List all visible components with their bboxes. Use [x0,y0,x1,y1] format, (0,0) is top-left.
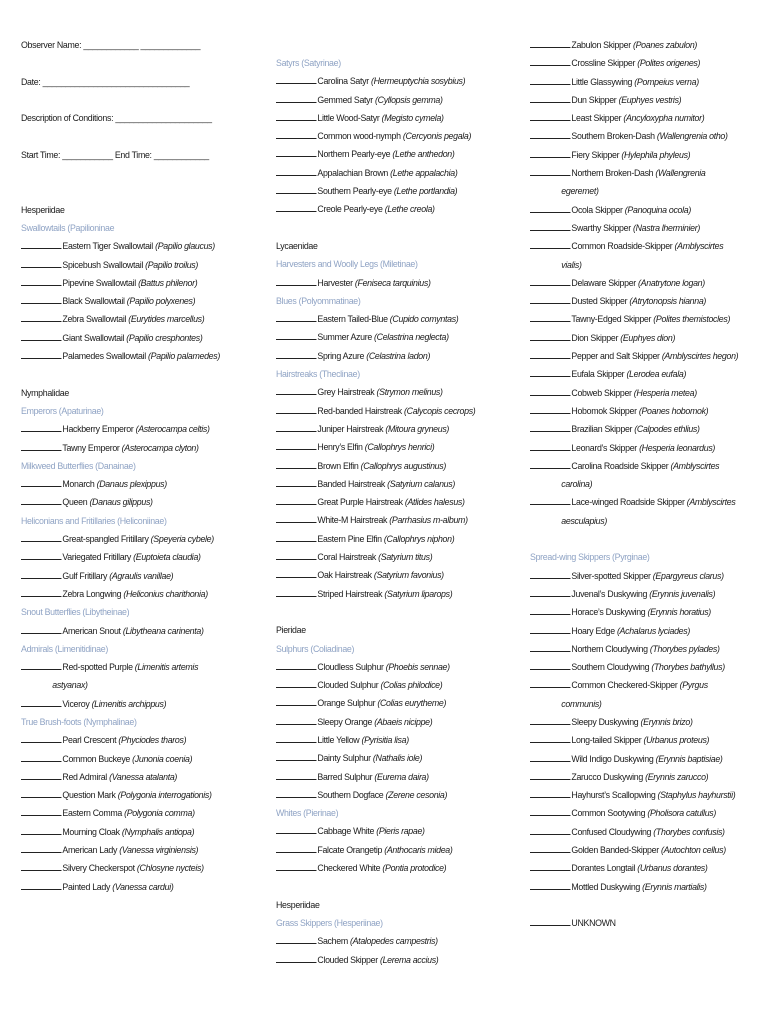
tally-blank[interactable] [21,258,61,268]
tally-blank[interactable] [530,605,570,615]
species-row: Dainty Sulphur (Nathalis iole) [276,750,501,768]
tally-blank[interactable] [21,331,61,341]
species-row: Pepper and Salt Skipper (Amblyscirtes hegon) [530,348,746,366]
tally-blank[interactable] [21,441,61,451]
species-row: Least Skipper (Ancyloxypha numitor) [530,110,746,128]
species-row: Carolina Satyr (Hermeuptychia sosybius) [276,73,501,91]
tally-blank[interactable] [276,404,316,414]
tally-blank[interactable] [276,843,316,853]
species-row: Southern Cloudywing (Thorybes bathyllus) [530,659,746,677]
subfamily-heading: Sulphurs (Coliadinae) [276,643,355,655]
tally-blank[interactable] [530,752,570,762]
tally-blank[interactable] [276,422,316,432]
species-row: Little Glassywing (Pompeius verna) [530,74,746,92]
tally-blank[interactable] [530,93,570,103]
species-row: Oak Hairstreak (Satyrium favonius) [276,567,501,585]
tally-blank[interactable] [21,312,61,322]
species-row: Question Mark (Polygonia interrogationis) [21,787,246,805]
tally-blank[interactable] [530,422,570,432]
species-row: Henry’s Elfin (Callophrys henrici) [276,439,501,457]
tally-blank[interactable] [276,166,316,176]
subfamily-heading: Whites (Pierinae) [276,808,339,820]
tally-blank[interactable] [276,93,316,103]
tally-blank[interactable] [530,129,570,139]
tally-blank[interactable] [530,495,570,505]
species-row: Queen (Danaus gilippus) [21,494,246,512]
species-row: Little Wood-Satyr (Megisto cymela) [276,110,501,128]
species-row: Ocola Skipper (Panoquina ocola) [530,202,746,220]
species-row: Leonard’s Skipper (Hesperia leonardus) [530,440,746,458]
species-row: Common Buckeye (Junonia coenia) [21,751,246,769]
tally-blank[interactable] [276,861,316,871]
tally-blank[interactable] [530,806,570,816]
species-row: Black Swallowtail (Papilio polyxenes) [21,293,246,311]
species-row: Little Yellow (Pyrisitia lisa) [276,732,501,750]
tally-blank[interactable] [530,441,570,451]
species-row: Northern Cloudywing (Thorybes pylades) [530,641,746,659]
species-row: Hackberry Emperor (Asterocampa celtis) [21,421,246,439]
tally-blank[interactable] [276,715,316,725]
tally-blank[interactable] [276,330,316,340]
species-row: Southern Broken-Dash (Wallengrenia otho) [530,128,746,146]
species-row: Red Admiral (Vanessa atalanta) [21,769,246,787]
date-field[interactable]: Date: ________________________________ [21,76,190,88]
tally-blank[interactable] [530,294,570,304]
species-row: Wild Indigo Duskywing (Erynnis baptisiae) [530,751,746,769]
tally-blank[interactable] [276,953,316,963]
start-time-field[interactable]: Start Time: ___________ [21,149,113,161]
species-row: Cobweb Skipper (Hesperia metea) [530,385,746,403]
species-row: Hobomok Skipper (Poanes hobomok) [530,403,746,421]
subfamily-heading: Grass Skippers (Hesperiinae) [276,917,383,929]
species-row: Tawny-Edged Skipper (Polites themistocles) [530,311,746,329]
tally-blank[interactable] [530,642,570,652]
tally-blank[interactable] [21,569,61,579]
subfamily-heading: Blues (Polyommatinae) [276,295,361,307]
tally-blank[interactable] [530,239,570,249]
species-row-continuation: aesculapius) [561,515,607,527]
species-row: Sachem (Atalopedes campestris) [276,933,501,951]
species-row: Confused Cloudywing (Thorybes confusis) [530,824,746,842]
species-row: Brazilian Skipper (Calpodes ethlius) [530,421,746,439]
column-left [21,37,266,897]
end-time-field[interactable]: End Time: ____________ [114,149,209,161]
species-row: American Lady (Vanessa virginiensis) [21,842,246,860]
tally-blank[interactable] [276,74,316,84]
tally-blank[interactable] [276,587,316,597]
tally-blank[interactable] [530,56,570,66]
species-row: Pearl Crescent (Phyciodes tharos) [21,732,246,750]
species-row: Swarthy Skipper (Nastra lherminier) [530,220,746,238]
tally-blank[interactable] [530,624,570,634]
species-row: Dion Skipper (Euphyes dion) [530,330,746,348]
species-row: Eastern Comma (Polygonia comma) [21,805,246,823]
species-row: Delaware Skipper (Anatrytone logan) [530,275,746,293]
tally-blank[interactable] [530,404,570,414]
tally-blank[interactable] [530,660,570,670]
family-heading: Pieridae [276,625,306,637]
species-row: Painted Lady (Vanessa cardui) [21,879,246,897]
species-row: Grey Hairstreak (Strymon melinus) [276,384,501,402]
tally-blank[interactable] [276,532,316,542]
species-row: Common Roadside-Skipper (Amblyscirtes [530,238,746,256]
species-row: Cabbage White (Pieris rapae) [276,823,501,841]
species-row: Dorantes Longtail (Urbanus dorantes) [530,860,746,878]
species-row: Zabulon Skipper (Poanes zabulon) [530,37,746,55]
species-row: Coral Hairstreak (Satyrium titus) [276,549,501,567]
species-row: Eastern Pine Elfin (Callophrys niphon) [276,531,501,549]
tally-blank[interactable] [21,349,61,359]
species-row: Fiery Skipper (Hylephila phyleus) [530,147,746,165]
species-row: White-M Hairstreak (Parrhasius m-album) [276,512,501,530]
tally-blank[interactable] [276,660,316,670]
tally-blank[interactable] [530,788,570,798]
species-row: Tawny Emperor (Asterocampa clyton) [21,440,246,458]
tally-blank[interactable] [530,148,570,158]
species-row: Crossline Skipper (Polites origenes) [530,55,746,73]
tally-blank[interactable] [530,569,570,579]
tally-blank[interactable] [21,788,61,798]
tally-blank[interactable] [276,349,316,359]
species-row: Juvenal’s Duskywing (Erynnis juvenalis) [530,586,746,604]
species-row: Dun Skipper (Euphyes vestris) [530,92,746,110]
species-row: Red-spotted Purple (Limenitis artemis [21,659,246,677]
species-row: Hoary Edge (Achalarus lyciades) [530,623,746,641]
conditions-field[interactable]: Description of Conditions: _____________________ [21,113,212,125]
tally-blank[interactable] [21,495,61,505]
species-row: Eufala Skipper (Lerodea eufala) [530,366,746,384]
tally-blank[interactable] [530,770,570,780]
species-row: Appalachian Brown (Lethe appalachia) [276,165,501,183]
species-row: Monarch (Danaus plexippus) [21,476,246,494]
species-row: Giant Swallowtail (Papilio cresphontes) [21,330,246,348]
tally-blank[interactable] [530,38,570,48]
subfamily-heading: Emperors (Apaturinae) [21,405,104,417]
tally-blank[interactable] [276,202,316,212]
species-row: Great-spangled Fritillary (Speyeria cybele) [21,531,246,549]
tally-blank[interactable] [530,75,570,85]
species-row: Zebra Longwing (Heliconius charithonia) [21,586,246,604]
species-row: Cloudless Sulphur (Phoebis sennae) [276,659,501,677]
tally-blank[interactable] [21,294,61,304]
subfamily-heading: Heliconians and Fritillaries (Heliconiinae) [21,515,167,527]
species-row: Eastern Tailed-Blue (Cupido comyntas) [276,311,501,329]
species-row-continuation: communis) [561,698,602,710]
species-row: Striped Hairstreak (Satyrium liparops) [276,586,501,604]
tally-blank[interactable] [21,733,61,743]
tally-blank[interactable] [21,587,61,597]
tally-blank[interactable] [21,660,61,670]
species-row: Zebra Swallowtail (Eurytides marcellus) [21,311,246,329]
tally-blank[interactable] [276,824,316,834]
tally-blank[interactable] [21,880,61,890]
species-row: Spring Azure (Celastrina ladon) [276,348,501,366]
tally-blank[interactable] [276,934,316,944]
species-row: Silver-spotted Skipper (Epargyreus clarus) [530,568,746,586]
tally-blank[interactable] [530,459,570,469]
species-row: Gulf Fritillary (Agraulis vanillae) [21,568,246,586]
family-heading: Lycaenidae [276,240,318,252]
tally-blank[interactable] [530,166,570,176]
species-row: Clouded Sulphur (Colias philodice) [276,677,501,695]
species-row: Clouded Skipper (Lerema accius) [276,952,501,970]
species-row: Common Sootywing (Pholisora catullus) [530,805,746,823]
species-row: Hayhurst’s Scallopwing (Staphylus hayhurstii) [530,787,746,805]
subfamily-heading: Harvesters and Woolly Legs (Miletinae) [276,259,418,271]
species-row: Eastern Tiger Swallowtail (Papilio glaucus) [21,238,246,256]
species-row: Summer Azure (Celastrina neglecta) [276,329,501,347]
time-fields [21,147,246,165]
tally-blank[interactable] [530,715,570,725]
tally-blank[interactable] [21,624,61,634]
family-heading: Hesperiidae [21,204,65,216]
tally-blank[interactable] [530,386,570,396]
tally-blank[interactable] [21,825,61,835]
species-row: Creole Pearly-eye (Lethe creola) [276,201,501,219]
species-row: Sleepy Duskywing (Erynnis brizo) [530,714,746,732]
tally-blank[interactable] [530,880,570,890]
tally-blank[interactable] [276,678,316,688]
subfamily-heading: Hairstreaks (Theclinae) [276,369,360,381]
family-heading: Nymphalidae [21,387,69,399]
tally-blank[interactable] [21,697,61,707]
subfamily-heading: Snout Butterflies (Libytheinae) [21,607,130,619]
species-row: Horace’s Duskywing (Erynnis horatius) [530,604,746,622]
species-row: Spicebush Swallowtail (Papilio troilus) [21,257,246,275]
family-heading: Hesperiidae [276,899,320,911]
species-row: Mourning Cloak (Nymphalis antiopa) [21,824,246,842]
subfamily-heading: Swallowtails (Papilioninae [21,222,115,234]
tally-blank[interactable] [21,806,61,816]
tally-blank[interactable] [530,203,570,213]
species-row: Common wood-nymph (Cercyonis pegala) [276,128,501,146]
species-row: Southern Dogface (Zerene cesonia) [276,787,501,805]
subfamily-heading: Spread-wing Skippers (Pyrginae) [530,552,650,564]
tally-blank[interactable] [530,916,570,926]
tally-blank[interactable] [530,825,570,835]
subfamily-heading: Satyrs (Satyrinae) [276,58,341,69]
tally-blank[interactable] [276,312,316,322]
subfamily-heading: Admirals (Limenitidinae) [21,643,108,655]
species-row: Common Checkered-Skipper (Pyrgus [530,677,746,695]
tally-blank[interactable] [530,367,570,377]
tally-blank[interactable] [21,861,61,871]
observer-name-field[interactable]: Observer Name: ____________ _____________ [21,40,201,51]
species-row: Northern Broken-Dash (Wallengrenia [530,165,746,183]
tally-blank[interactable] [530,221,570,231]
species-row: Zarucco Duskywing (Erynnis zarucco) [530,769,746,787]
tally-blank[interactable] [276,751,316,761]
species-row: American Snout (Libytheana carinenta) [21,623,246,641]
tally-blank[interactable] [276,696,316,706]
species-row: Great Purple Hairstreak (Atlides halesus) [276,494,501,512]
species-row: Brown Elfin (Callophrys augustinus) [276,458,501,476]
species-row: Orange Sulphur (Colias eurytheme) [276,695,501,713]
species-row: Gemmed Satyr (Cyllopsis gemma) [276,92,501,110]
tally-blank[interactable] [21,276,61,286]
tally-blank[interactable] [276,733,316,743]
species-row: Viceroy (Limenitis archippus) [21,696,246,714]
tally-blank[interactable] [530,111,570,121]
tally-blank[interactable] [276,477,316,487]
species-row-continuation: astyanax) [52,680,88,692]
tally-blank[interactable] [530,349,570,359]
species-row-continuation: vialis) [561,259,582,271]
tally-blank[interactable] [530,843,570,853]
species-row: Silvery Checkerspot (Chlosyne nycteis) [21,860,246,878]
species-row: Carolina Roadside Skipper (Amblyscirtes [530,458,746,476]
tally-blank[interactable] [21,843,61,853]
species-row: Golden Banded-Skipper (Autochton cellus) [530,842,746,860]
species-row: Pipevine Swallowtail (Battus philenor) [21,275,246,293]
species-row: Falcate Orangetip (Anthocaris midea) [276,842,501,860]
tally-blank[interactable] [530,312,570,322]
species-row: Lace-winged Roadside Skipper (Amblyscirtes [530,494,746,512]
species-row: Banded Hairstreak (Satyrium calanus) [276,476,501,494]
species-row: Red-banded Hairstreak (Calycopis cecrops) [276,403,501,421]
tally-blank[interactable] [21,770,61,780]
tally-blank[interactable] [21,422,61,432]
species-row-continuation: egeremet) [561,186,599,198]
tally-blank[interactable] [276,184,316,194]
tally-blank[interactable] [21,477,61,487]
tally-blank[interactable] [530,678,570,688]
species-row: Barred Sulphur (Eurema daira) [276,769,501,787]
species-row: Palamedes Swallowtail (Papilio palamedes) [21,348,246,366]
tally-blank[interactable] [530,733,570,743]
tally-blank[interactable] [530,587,570,597]
species-row: Long-tailed Skipper (Urbanus proteus) [530,732,746,750]
tally-blank[interactable] [276,385,316,395]
tally-blank[interactable] [276,459,316,469]
column-right [530,37,765,934]
tally-blank[interactable] [276,129,316,139]
tally-blank[interactable] [276,495,316,505]
species-row-continuation: carolina) [561,479,593,491]
tally-blank[interactable] [276,147,316,157]
species-row: Northern Pearly-eye (Lethe anthedon) [276,146,501,164]
species-row: Sleepy Orange (Abaeis nicippe) [276,714,501,732]
species-row: Harvester (Feniseca tarquinius) [276,275,501,293]
tally-blank[interactable] [276,276,316,286]
tally-blank[interactable] [276,513,316,523]
tally-blank[interactable] [276,550,316,560]
species-row: Juniper Hairstreak (Mitoura gryneus) [276,421,501,439]
tally-blank[interactable] [276,111,316,121]
species-row: Mottled Duskywing (Erynnis martialis) [530,879,746,897]
subfamily-heading: Milkweed Butterflies (Danainae) [21,460,136,472]
species-row: Dusted Skipper (Atrytonopsis hianna) [530,293,746,311]
tally-blank[interactable] [21,752,61,762]
tally-blank[interactable] [21,550,61,560]
tally-blank[interactable] [21,239,61,249]
species-row-unknown: UNKNOWN [530,915,746,933]
species-row: Checkered White (Pontia protodice) [276,860,501,878]
tally-blank[interactable] [530,861,570,871]
column-middle [276,55,521,970]
tally-blank[interactable] [530,276,570,286]
tally-blank[interactable] [530,331,570,341]
tally-blank[interactable] [21,532,61,542]
tally-blank[interactable] [276,788,316,798]
tally-blank[interactable] [276,440,316,450]
tally-blank[interactable] [276,770,316,780]
tally-blank[interactable] [276,568,316,578]
species-row: Variegated Fritillary (Euptoieta claudia) [21,549,246,567]
species-row: Southern Pearly-eye (Lethe portlandia) [276,183,501,201]
subfamily-heading: True Brush-foots (Nymphalinae) [21,716,137,728]
